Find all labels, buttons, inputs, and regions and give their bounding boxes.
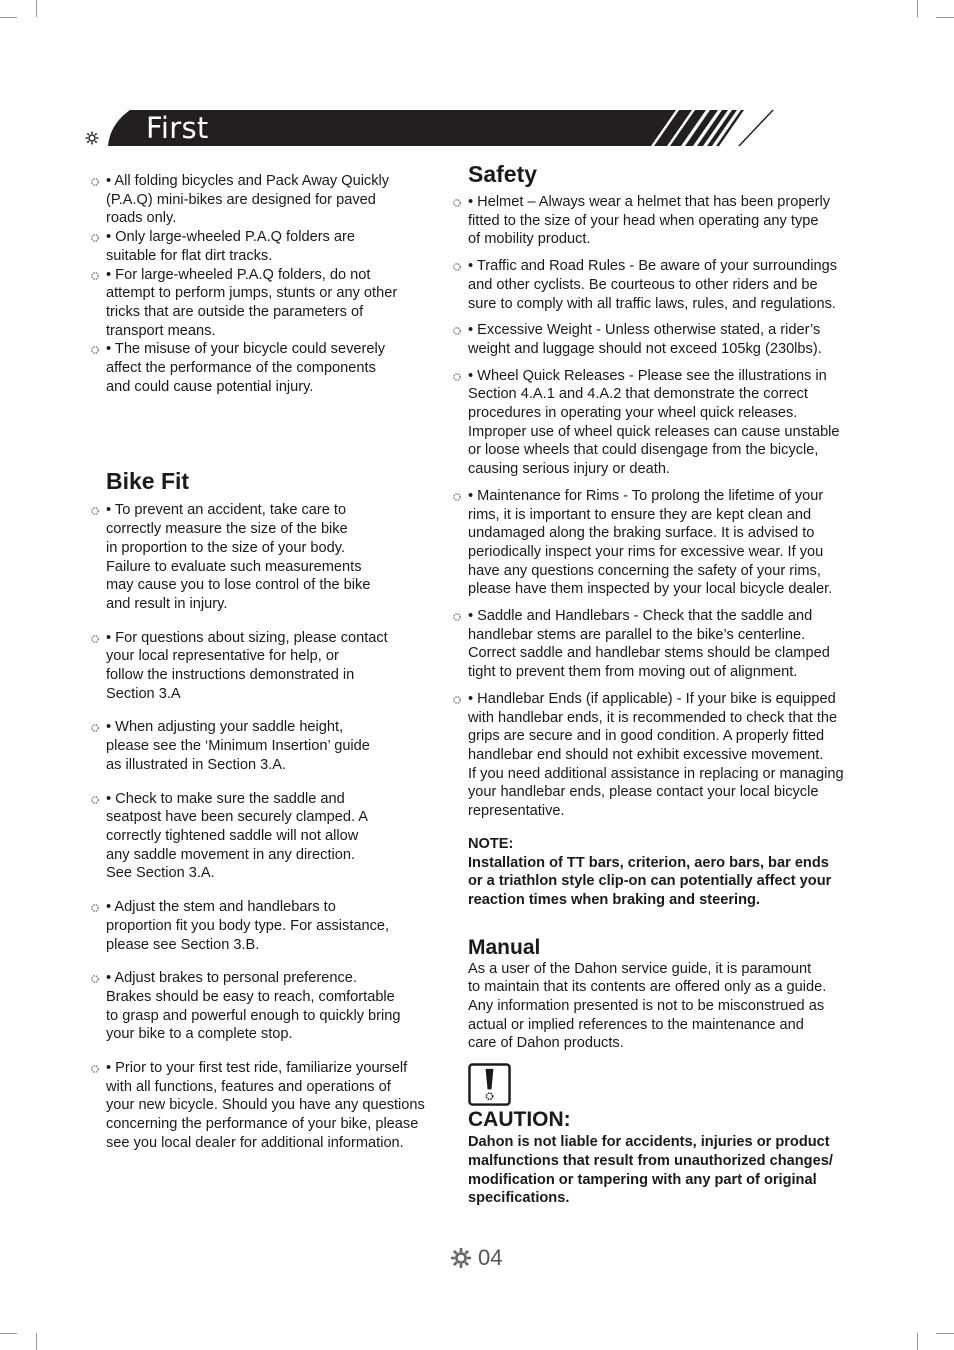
bullet-gear-icon [90,634,100,644]
list-item-text: • Handlebar Ends (if applicable) - If your bike is equipped with handlebar ends, it is recommended to check that the grips are secure and in good condition. A properly fitted handlebar end should not exhibit excessive movement. If you need additional assistance in replacing or managing your handlebar ends, please contact your local bicycle representative. [468,690,844,820]
list-item [90,501,450,613]
note-text: Installation of TT bars, criterion, aero bars, bar ends or a triathlon style clip-on can potentially affect your reaction times when braking and steering. [468,854,832,908]
list-item-text: • Adjust the stem and handlebars to proportion fit you body type. For assistance, please see Section 3.B. [106,899,390,953]
crop-mark [936,1333,954,1334]
manual-text: As a user of the Dahon service guide, it is paramount to maintain that its contents are offered only as a guide. Any information presented is not to be misconstrued as actual or implied references to the maintenance and care of Dahon products. [468,960,827,1052]
bullet-gear-icon [452,262,462,272]
safety-list [452,193,872,821]
gear-icon [450,1247,472,1269]
exclamation-alert-icon [468,1063,511,1106]
list-item [90,340,450,396]
list-item [452,487,872,599]
left-column [90,172,450,1153]
list-item-text: • Wheel Quick Releases - Please see the illustrations in Section 4.A.1 and 4.A.2 that demonstrate the correct procedures in operating your wheel quick releases. Improper use of wheel quick releases can cause unstable or loose wheels that could disengage from the bicycle, causing serious injury or death. [468,367,840,478]
list-item [452,690,872,821]
crop-mark [917,1333,918,1350]
bullet-gear-icon [90,506,100,516]
list-item [90,629,450,704]
gear-icon [85,131,99,145]
list-item-text: • Only large-wheeled P.A.Q folders are suitable for flat dirt tracks. [106,229,356,264]
list-item-text: • When adjusting your saddle height, please see the ‘Minimum Insertion’ guide as illustrated in Section 3.A. [106,719,370,773]
list-item [90,969,450,1044]
crop-mark [917,0,918,17]
bullet-gear-icon [452,492,462,502]
list-item-text: • Traffic and Road Rules - Be aware of your surroundings and other cyclists. Be courteous to other riders and be sure to comply with all traffic laws, rules, and regulations. [468,258,838,312]
list-item [90,228,450,265]
bullet-gear-icon [90,177,100,187]
crop-mark [36,0,37,17]
right-column [452,160,872,1208]
list-item-text: • The misuse of your bicycle could severely affect the performance of the components and could cause potential injury. [106,341,385,395]
bullet-gear-icon [90,903,100,913]
list-item [90,718,450,774]
bullet-gear-icon [90,233,100,243]
list-item [90,172,450,228]
manual-heading: Manual [468,935,541,959]
list-item [90,1059,450,1153]
bullet-gear-icon [90,1064,100,1074]
list-item-text: • Maintenance for Rims - To prolong the lifetime of your rims, it is important to ensure they are kept clean and undamaged along the braking surface. It is advised to periodically inspect your rims for excessive wear. If you have any questions concerning the safety of your rims, please have them inspected by your local bicycle dealer. [468,487,833,598]
bullet-gear-icon [452,695,462,705]
list-item [452,367,872,479]
list-item [90,790,450,884]
bullet-gear-icon [452,198,462,208]
list-item-text: • Adjust brakes to personal preference. Brakes should be easy to reach, comfortable to grasp and powerful enough to quickly bring your bike to a complete stop. [106,970,401,1043]
crop-mark [0,1333,17,1334]
list-item [90,898,450,954]
page-number-text: 04 [478,1245,503,1270]
bullet-gear-icon [90,271,100,281]
note-label: NOTE: [468,835,514,852]
safety-heading: Safety [468,161,538,187]
header-band-graphic [0,100,954,160]
bullet-gear-icon [452,612,462,622]
page-title: First [146,111,209,145]
list-item-text: • Helmet – Always wear a helmet that has been properly fitted to the size of your head when operating any type of mobility product. [468,194,831,248]
list-item [452,607,872,682]
bullet-gear-icon [90,795,100,805]
crop-mark [936,17,954,18]
bike-fit-list [90,501,450,1152]
list-item [90,266,450,341]
bullet-gear-icon [452,372,462,382]
crop-mark [0,17,17,18]
bike-fit-heading: Bike Fit [106,468,190,495]
list-item [452,193,872,249]
list-item-text: • For questions about sizing, please contact your local representative for help, or follow the instructions demonstrated in Section 3.A [106,629,388,702]
list-item [452,257,872,313]
list-item-text: • Excessive Weight - Unless otherwise stated, a rider’s weight and luggage should not exceed 105kg (230lbs). [468,322,822,357]
page-number [450,1244,502,1272]
list-item-text: • To prevent an accident, take care to correctly measure the size of the bike in proportion to the size of your body. Failure to evaluate such measurements may cause you to lose control of the bike and result in injury. [106,502,371,612]
bullet-gear-icon [90,723,100,733]
caution-text: Dahon is not liable for accidents, injuries or product malfunctions that result from unauthorized changes/ modification or tampering with any part of original specifications. [468,1134,833,1207]
list-item-text: • For large-wheeled P.A.Q folders, do not attempt to perform jumps, stunts or any other tricks that are outside the parameters of transport means. [106,266,398,339]
caution-heading: CAUTION: [468,1108,571,1132]
list-item-text: • Check to make sure the saddle and seatpost have been securely clamped. A correctly tightened saddle will not allow any saddle movement in any direction. See Section 3.A. [106,790,369,882]
list-item [452,321,872,358]
list-item-text: • Prior to your first test ride, familiarize yourself with all functions, features and operations of your new bicycle. Should you have any questions concerning the performance of your bike, please see you local dealer for additional information. [106,1060,425,1151]
bullet-gear-icon [452,326,462,336]
intro-list [90,172,450,396]
bullet-gear-icon [90,974,100,984]
list-item-text: • Saddle and Handlebars - Check that the saddle and handlebar stems are parallel to the bike’s centerline. Correct saddle and handlebar stems should be clamped tight to prevent them from moving out of alignment. [468,608,830,681]
header-band [0,100,954,160]
bullet-gear-icon [90,345,100,355]
crop-mark [36,1333,37,1350]
list-item-text: • All folding bicycles and Pack Away Quickly (P.A.Q) mini-bikes are designed for paved roads only. [106,173,390,227]
